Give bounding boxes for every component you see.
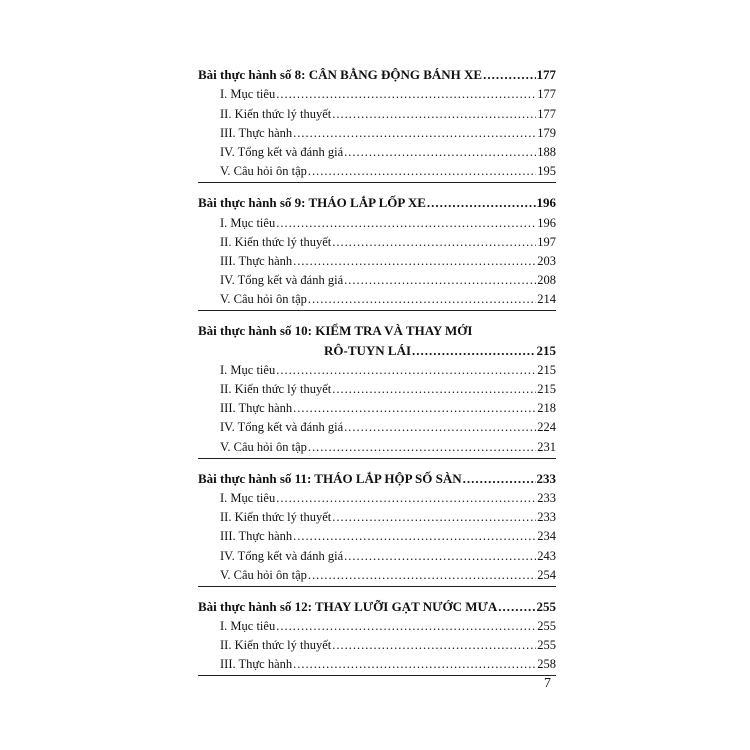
item-label: II. Kiến thức lý thuyết [220,106,332,121]
chapter-page: 177 [536,67,556,83]
item-label: IV. Tổng kết và đánh giá [220,420,344,435]
toc-item[interactable] [198,82,556,101]
leader-dots [276,363,536,377]
item-page: 233 [537,510,556,525]
item-label: V. Câu hỏi ôn tập [220,292,307,307]
toc-item[interactable] [198,287,556,306]
toc-section-12 [198,595,556,677]
leader-dots [332,638,536,652]
item-label: I. Mục tiêu [220,87,276,102]
chapter-title-continuation: RÔ-TUYN LÁI [324,342,412,358]
item-label: V. Câu hỏi ôn tập [220,164,307,179]
item-page: 177 [537,106,556,121]
toc-section-11 [198,467,556,587]
toc-item[interactable] [198,268,556,287]
item-label: III. Thực hành [220,401,293,416]
chapter-page: 196 [536,195,556,211]
toc-item[interactable] [198,377,556,396]
leader-dots [483,68,535,82]
leader-dots [332,235,536,249]
item-page: 195 [537,164,556,179]
item-page: 258 [537,657,556,672]
leader-dots [308,568,536,582]
toc-item[interactable] [198,101,556,120]
item-page: 208 [537,273,556,288]
item-label: III. Thực hành [220,253,293,268]
item-label: IV. Tổng kết và đánh giá [220,273,344,288]
item-label: IV. Tổng kết và đánh giá [220,144,344,159]
chapter-page: 215 [536,342,556,358]
toc-item[interactable] [198,652,556,671]
leader-dots [293,126,536,140]
chapter-title: Bài thực hành số 12: THAY LƯỠI GẠT NƯỚC MƯA [198,598,498,614]
item-label: II. Kiến thức lý thuyết [220,510,332,525]
toc-item[interactable] [198,486,556,505]
item-label: II. Kiến thức lý thuyết [220,234,332,249]
toc-section-10 [198,319,556,458]
item-label: I. Mục tiêu [220,490,276,505]
leader-dots [344,273,536,287]
item-label: V. Câu hỏi ôn tập [220,567,307,582]
item-page: 203 [537,253,556,268]
item-page: 177 [537,87,556,102]
item-label: III. Thực hành [220,125,293,140]
leader-dots [332,382,536,396]
toc-item[interactable] [198,159,556,178]
toc-item[interactable] [198,614,556,633]
toc-item[interactable] [198,543,556,562]
leader-dots [463,472,536,486]
toc-chapter-entry[interactable] [198,63,556,82]
leader-dots [293,529,536,543]
chapter-title: Bài thực hành số 8: CÂN BẰNG ĐỘNG BÁNH XE [198,67,483,83]
leader-dots [276,216,536,230]
chapter-title: Bài thực hành số 9: THÁO LẮP LỐP XE [198,195,426,211]
toc-chapter-entry[interactable] [198,319,556,338]
item-page: 254 [537,567,556,582]
toc-section-9 [198,191,556,311]
toc-section-8 [198,63,556,183]
page-number: 7 [544,676,551,691]
item-page: 231 [537,439,556,454]
leader-dots [498,600,535,614]
item-page: 215 [537,382,556,396]
leader-dots [427,196,536,210]
item-page: 233 [537,490,556,505]
chapter-title: Bài thực hành số 11: THÁO LẮP HỘP SỐ SÀN [198,470,462,486]
item-page: 196 [537,215,556,230]
leader-dots [344,420,536,434]
toc-item[interactable] [198,434,556,453]
chapter-title: Bài thực hành số 10: KIỂM TRA VÀ THAY MỚI [198,323,473,339]
toc-item[interactable] [198,415,556,434]
leader-dots [276,619,536,633]
leader-dots [412,344,535,358]
toc-item[interactable] [198,633,556,652]
item-label: I. Mục tiêu [220,362,276,377]
toc-item[interactable] [198,505,556,524]
item-label: IV. Tổng kết và đánh giá [220,548,344,563]
item-page: 179 [537,125,556,140]
leader-dots [308,164,536,178]
item-page: 197 [537,234,556,249]
toc-item[interactable] [198,121,556,140]
toc-item[interactable] [198,524,556,543]
item-label: II. Kiến thức lý thuyết [220,638,332,653]
item-label: II. Kiến thức lý thuyết [220,382,332,396]
toc-chapter-entry[interactable] [198,467,556,486]
item-page: 255 [537,638,556,653]
leader-dots [332,107,536,121]
item-label: III. Thực hành [220,657,293,672]
item-page: 255 [537,619,556,634]
item-page: 224 [537,420,556,435]
toc-item[interactable] [198,140,556,159]
leader-dots [276,87,536,101]
item-label: I. Mục tiêu [220,215,276,230]
leader-dots [308,440,536,454]
leader-dots [344,549,536,563]
leader-dots [293,401,536,415]
leader-dots [344,145,536,159]
toc-item[interactable] [198,563,556,582]
toc-item[interactable] [198,210,556,229]
item-page: 215 [537,362,556,377]
leader-dots [276,491,536,505]
toc-item[interactable] [198,396,556,415]
leader-dots [293,254,536,268]
toc-chapter-entry-continuation[interactable] [198,338,556,357]
item-page: 234 [537,529,556,544]
toc-chapter-entry[interactable] [198,191,556,210]
item-page: 218 [537,401,556,416]
item-page: 188 [537,144,556,159]
leader-dots [332,510,536,524]
leader-dots [308,292,536,306]
item-label: I. Mục tiêu [220,619,276,634]
toc-item[interactable] [198,230,556,249]
toc-item[interactable] [198,358,556,377]
chapter-page: 233 [536,470,556,486]
leader-dots [293,657,536,671]
item-label: III. Thực hành [220,529,293,544]
item-label: V. Câu hỏi ôn tập [220,439,307,454]
item-page: 214 [537,292,556,307]
table-of-contents [198,63,556,684]
chapter-page: 255 [536,598,556,614]
item-page: 243 [537,548,556,563]
toc-chapter-entry[interactable] [198,595,556,614]
toc-item[interactable] [198,249,556,268]
